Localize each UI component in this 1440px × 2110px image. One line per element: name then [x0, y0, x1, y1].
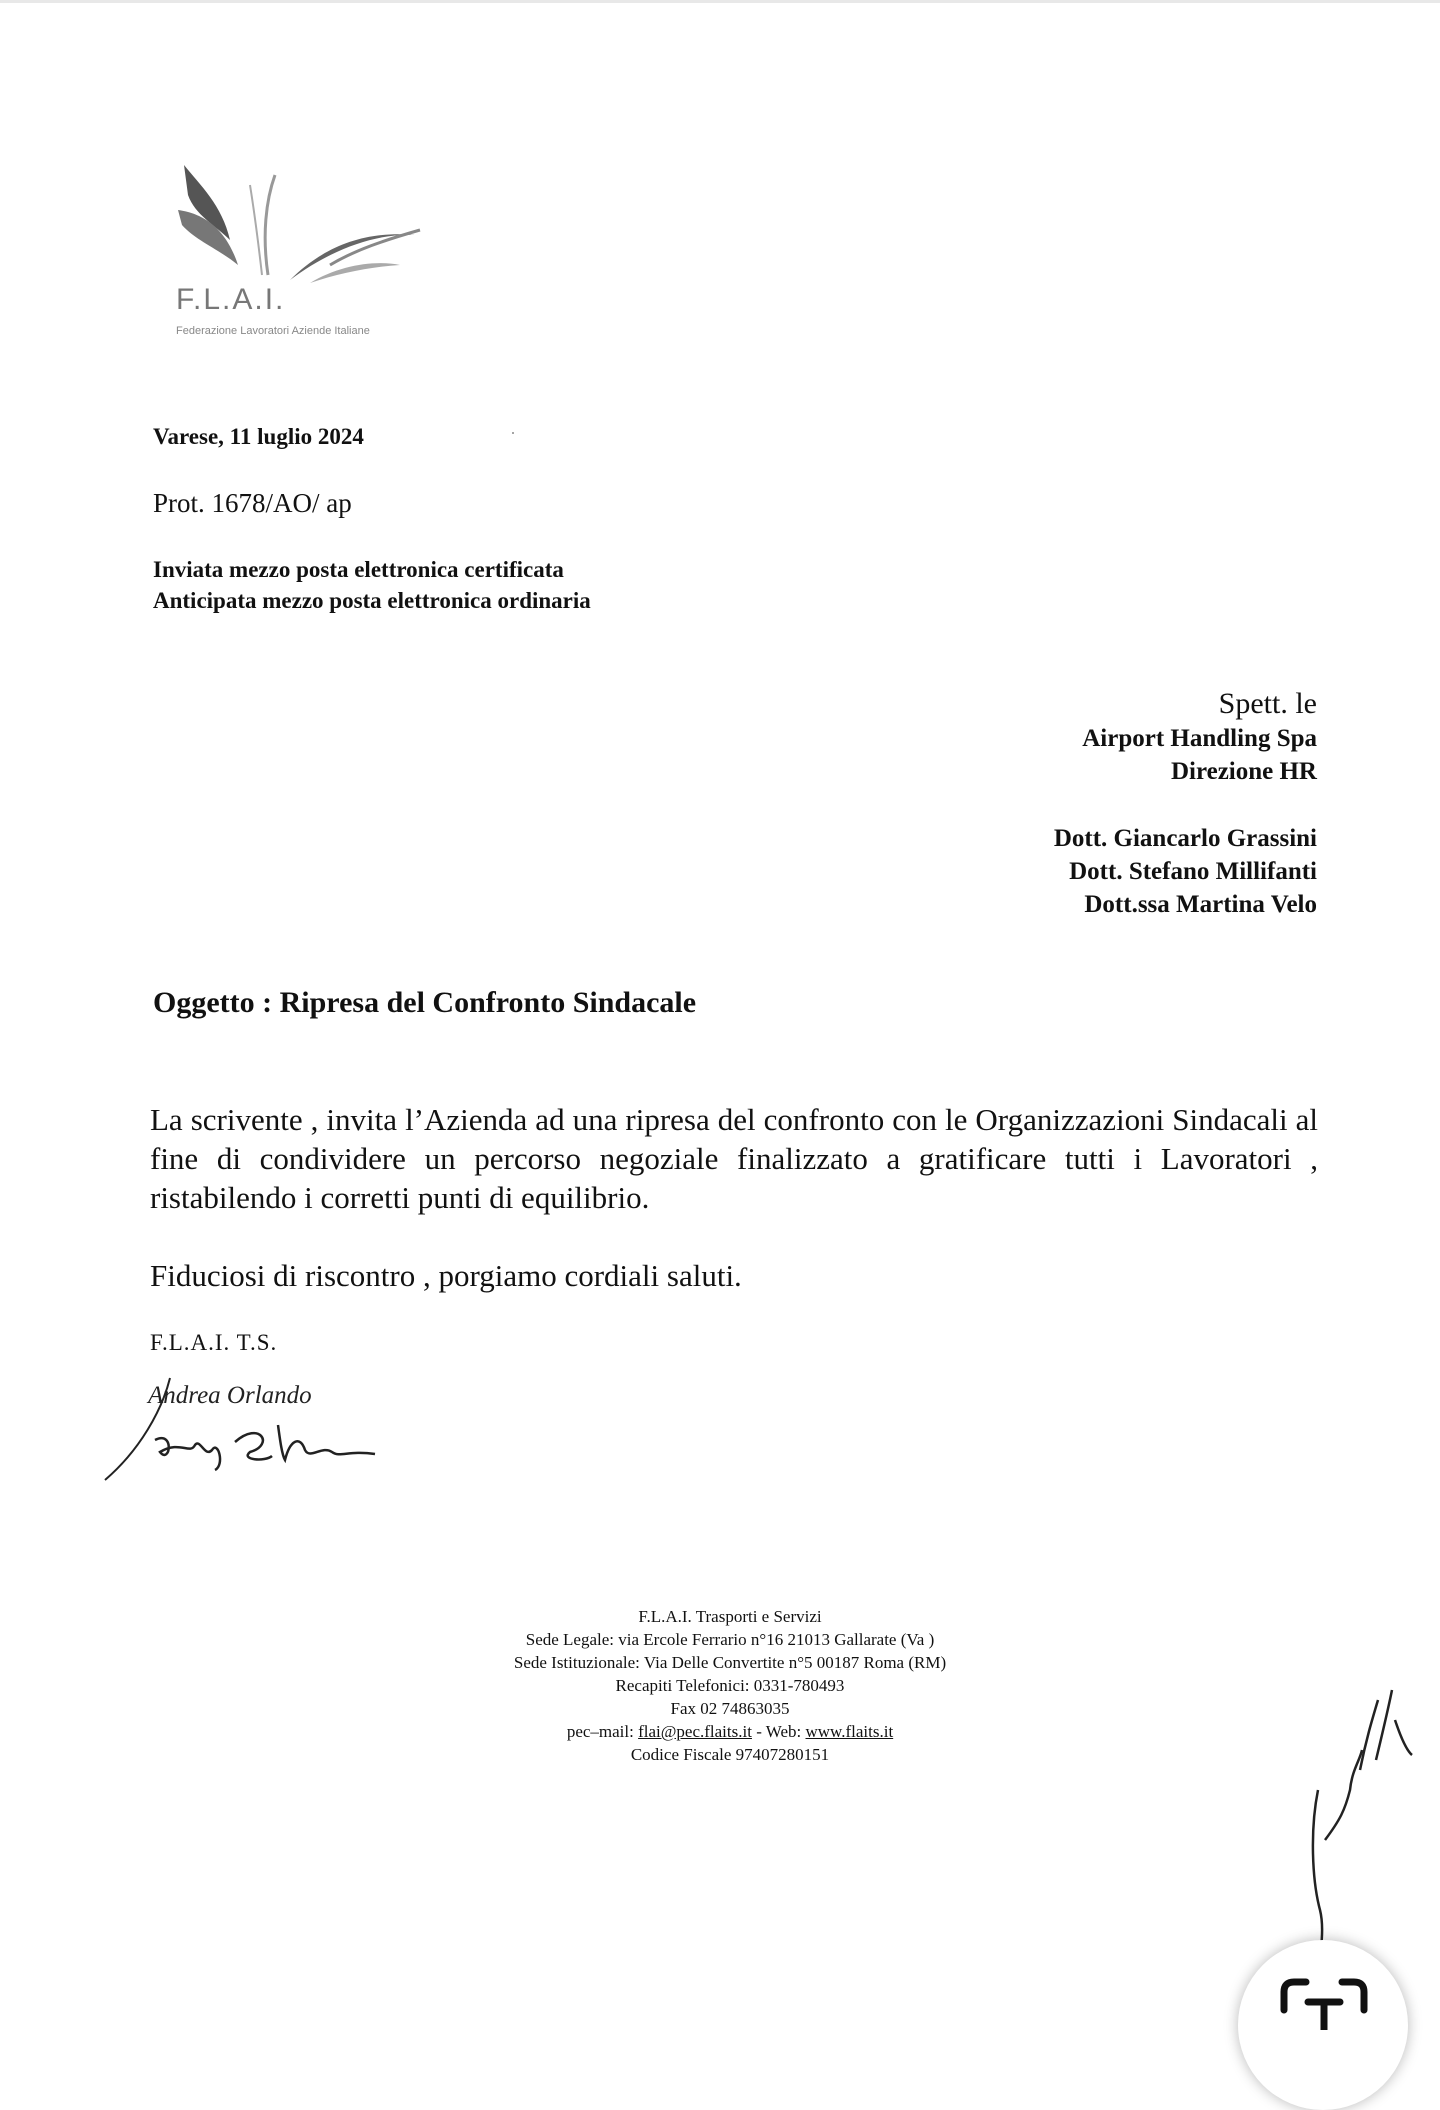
- scan-speck: [512, 432, 514, 434]
- web-link[interactable]: www.flaits.it: [805, 1722, 894, 1741]
- margin-signature-icon: [1300, 1680, 1440, 1980]
- recipient-company: Airport Handling Spa: [1082, 725, 1317, 752]
- footer-institutional-address: Sede Istituzionale: Via Delle Convertite n°5 00187 Roma (RM): [513, 1653, 947, 1672]
- footer-legal-address: Sede Legale: via Ercole Ferrario n°16 21013 Gallarate (Va ): [525, 1630, 935, 1649]
- delivery-line: Anticipata mezzo posta elettronica ordinaria: [153, 588, 591, 613]
- letter-closing: Fiduciosi di riscontro , porgiamo cordiali saluti.: [150, 1258, 742, 1293]
- text-recognition-icon: [1274, 1970, 1374, 2030]
- logo-acronym: F.L.A.I.: [176, 283, 286, 316]
- recipient-block: [1082, 686, 1317, 788]
- recipient-name: Dott.ssa Martina Velo: [1084, 891, 1317, 918]
- letter-date: Varese, 11 luglio 2024: [153, 424, 364, 449]
- logo-subtitle: Federazione Lavoratori Aziende Italiane: [176, 325, 370, 337]
- delivery-method: [153, 554, 591, 616]
- letter-subject: Oggetto : Ripresa del Confronto Sindacale: [153, 986, 697, 1019]
- flai-logo: [170, 155, 440, 345]
- footer-phone: Recapiti Telefonici: 0331-780493: [615, 1676, 845, 1695]
- pec-label: pec–mail:: [566, 1722, 634, 1741]
- letterhead-footer: [400, 1605, 1060, 1766]
- recipient-names: [1054, 822, 1317, 921]
- footer-tax-code: Codice Fiscale 97407280151: [630, 1745, 830, 1764]
- butterfly-logo-icon: [170, 155, 430, 285]
- recipient-salutation: Spett. le: [1218, 687, 1317, 720]
- recipient-name: Dott. Giancarlo Grassini: [1053, 825, 1317, 852]
- recipient-name: Dott. Stefano Millifanti: [1069, 858, 1317, 885]
- footer-fax: Fax 02 74863035: [670, 1699, 790, 1718]
- letter-body: La scrivente , invita l’Azienda ad una ripresa del confronto con le Organizzazioni Sindacali al fine di condividere un percorso negoziale finalizzato a gratificare tutti i Lavoratori , ristabilendo i corretti punti di equilibrio.: [150, 1102, 1318, 1215]
- text-scan-button[interactable]: [1238, 1940, 1408, 2110]
- signing-organization: F.L.A.I. T.S.: [150, 1330, 278, 1355]
- delivery-line: Inviata mezzo posta elettronica certificata: [153, 557, 564, 582]
- margin-initials: [1300, 1680, 1440, 1980]
- pec-email-link[interactable]: flai@pec.flaits.it: [638, 1722, 752, 1741]
- web-label: - Web:: [756, 1722, 802, 1741]
- footer-contacts: [400, 1720, 1060, 1743]
- recipient-department: Direzione HR: [1170, 758, 1317, 785]
- signer-name: Andrea Orlando: [148, 1382, 312, 1409]
- top-border: [0, 0, 1440, 3]
- handwritten-signature: [100, 1370, 400, 1490]
- protocol-number: Prot. 1678/AO/ ap: [153, 488, 352, 518]
- footer-org: F.L.A.I. Trasporti e Servizi: [638, 1607, 822, 1626]
